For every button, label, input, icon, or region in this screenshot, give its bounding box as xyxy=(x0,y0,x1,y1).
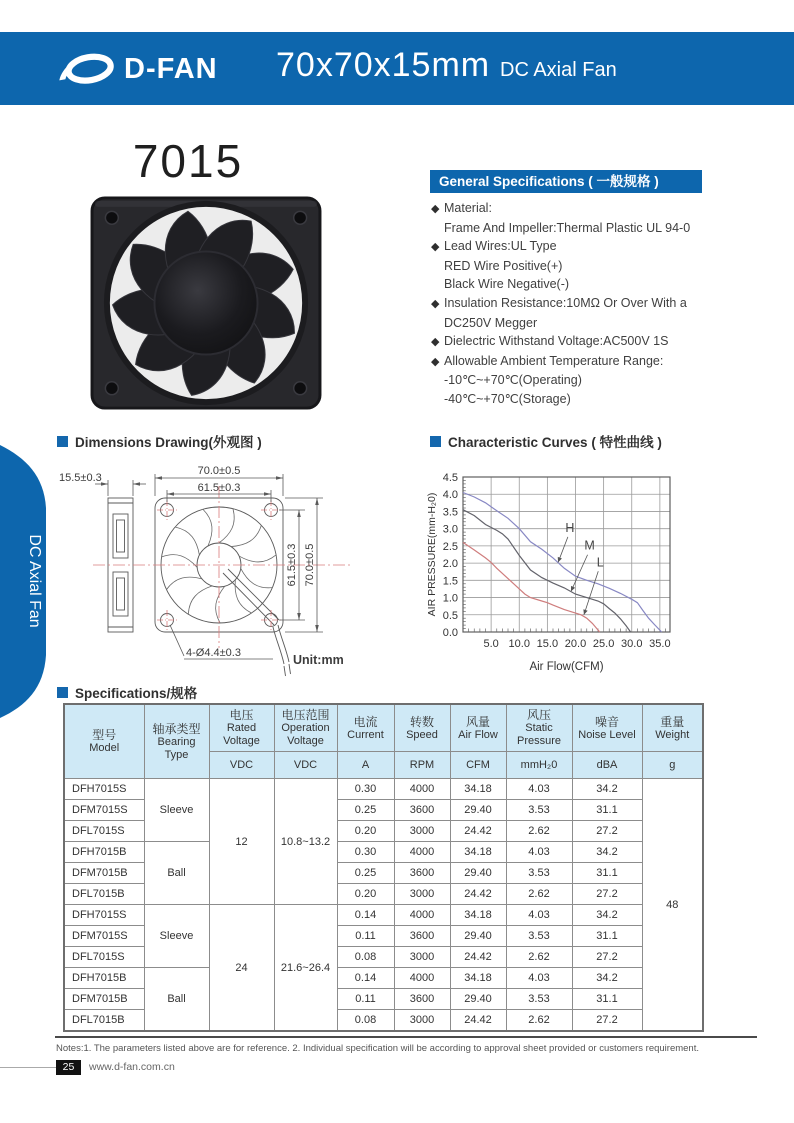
svg-text:20.0: 20.0 xyxy=(564,638,587,650)
section-bullet-icon xyxy=(57,436,68,447)
website-link: www.d-fan.com.cn xyxy=(89,1061,175,1073)
svg-text:3.5: 3.5 xyxy=(442,506,458,519)
svg-text:2.0: 2.0 xyxy=(442,558,458,571)
table-row: DFL7015S 0.08 3000 24.42 2.62 27.2 xyxy=(64,947,703,968)
table-row: DFM7015S 0.25 3600 29.40 3.53 31.1 xyxy=(64,800,703,821)
svg-text:0.0: 0.0 xyxy=(442,627,458,639)
spec-line: -10℃~+70℃(Operating) xyxy=(444,373,582,388)
general-specs-list xyxy=(431,199,761,409)
svg-text:1.5: 1.5 xyxy=(442,575,458,588)
table-row: DFH7015B Ball 0.14 4000 34.18 4.03 34.2 xyxy=(64,968,703,989)
svg-text:5.0: 5.0 xyxy=(483,638,499,650)
spec-line: ◆ Insulation Resistance:10MΩ Or Over With a xyxy=(431,294,761,314)
side-tab-label: DC Axial Fan xyxy=(26,534,43,628)
svg-text:H: H xyxy=(565,520,575,535)
svg-text:30.0: 30.0 xyxy=(621,638,643,650)
spec-line: DC250V Megger xyxy=(444,315,538,330)
dim-depth: 15.5±0.3 xyxy=(59,472,102,484)
spec-line: -40℃~+70℃(Storage) xyxy=(444,391,571,406)
dim-pitch-v: 61.5±0.3 xyxy=(286,543,298,587)
svg-text:L: L xyxy=(596,555,604,570)
product-photo xyxy=(82,192,330,414)
page-number-line xyxy=(0,1067,56,1068)
svg-text:1.0: 1.0 xyxy=(442,592,458,605)
svg-text:4.5: 4.5 xyxy=(442,472,458,484)
characteristic-curves-chart xyxy=(420,452,720,674)
unit-rated-voltage: VDC xyxy=(209,752,274,779)
rated-voltage-group: 24 xyxy=(209,905,274,1032)
dim-pitch: 61.5±0.3 xyxy=(197,482,241,494)
svg-text:2.5: 2.5 xyxy=(442,540,458,553)
operation-voltage-group: 10.8~13.2 xyxy=(274,779,337,905)
spec-line: ◆ Allowable Ambient Temperature Range: xyxy=(431,352,761,372)
bearing-group: Ball xyxy=(144,968,209,1032)
unit-airflow: CFM xyxy=(450,752,506,779)
unit-speed: RPM xyxy=(394,752,450,779)
spec-line: ◆ Lead Wires:UL Type xyxy=(431,237,761,257)
table-row: DFH7015S Sleeve 24 21.6~26.4 0.14 4000 34.18 4.03 34.2 xyxy=(64,905,703,926)
header-banner xyxy=(0,32,794,105)
table-row: DFM7015S 0.11 3600 29.40 3.53 31.1 xyxy=(64,926,703,947)
spec-table xyxy=(63,703,704,1032)
page-title-type: DC Axial Fan xyxy=(500,59,617,81)
spec-line: ◆ Material: xyxy=(431,199,761,219)
svg-text:4.0: 4.0 xyxy=(442,489,458,502)
page-number-badge: 25 xyxy=(56,1060,81,1075)
col-header-current: 电流 Current xyxy=(337,704,394,752)
operation-voltage-group: 21.6~26.4 xyxy=(274,905,337,1032)
bearing-group: Sleeve xyxy=(144,905,209,968)
col-header-model: 型号 Model xyxy=(64,704,144,779)
logo-swoosh-icon xyxy=(56,47,118,91)
dim-width: 70.0±0.5 xyxy=(197,465,241,477)
dim-height: 70.0±0.5 xyxy=(304,543,316,587)
rated-voltage-group: 12 xyxy=(209,779,274,905)
footer-notes: Notes:1. The parameters listed above are for reference. 2. Individual specification will be according to approval sheet provided or customers requirement. xyxy=(56,1043,699,1054)
unit-noise: dBA xyxy=(572,752,642,779)
section-bullet-icon xyxy=(430,436,441,447)
specs-section-title: Specifications/规格 xyxy=(57,682,197,702)
svg-text:15.0: 15.0 xyxy=(536,638,559,650)
dim-unit: Unit:mm xyxy=(293,653,344,667)
col-header-rated-voltage: 电压 Rated Voltage xyxy=(209,704,274,752)
svg-text:0.5: 0.5 xyxy=(442,609,458,622)
table-row: DFH7015B Ball 0.30 4000 34.18 4.03 34.2 xyxy=(64,842,703,863)
weight-group: 48 xyxy=(642,779,703,1032)
table-row: DFM7015B 0.11 3600 29.40 3.53 31.1 xyxy=(64,989,703,1010)
unit-pressure: mmH₂0 xyxy=(506,752,572,779)
spec-line: Frame And Impeller:Thermal Plastic UL 94-0 xyxy=(444,220,691,235)
col-header-bearing: 轴承类型 Bearing Type xyxy=(144,704,209,779)
dimensions-section-title: Dimensions Drawing(外观图 ) xyxy=(57,431,262,451)
spec-line: RED Wire Positive(+) xyxy=(444,258,563,273)
general-specs-header: General Specifications ( 一般规格 ) xyxy=(430,170,702,193)
diamond-bullet-icon: ◆ xyxy=(431,297,440,310)
logo-text: D-FAN xyxy=(124,52,218,85)
diamond-bullet-icon: ◆ xyxy=(431,203,440,215)
side-tab xyxy=(0,440,50,725)
svg-text:25.0: 25.0 xyxy=(592,638,615,650)
col-header-pressure: 风压 Static Pressure xyxy=(506,704,572,752)
diamond-bullet-icon: ◆ xyxy=(431,336,440,349)
svg-text:10.0: 10.0 xyxy=(508,638,530,650)
bearing-group: Sleeve xyxy=(144,779,209,842)
col-header-speed: 转数 Speed xyxy=(394,704,450,752)
col-header-airflow: 风量 Air Flow xyxy=(450,704,506,752)
table-row: DFM7015B 0.25 3600 29.40 3.53 31.1 xyxy=(64,863,703,884)
unit-operation-voltage: VDC xyxy=(274,752,337,779)
table-row: DFH7015S Sleeve 12 10.8~13.2 0.30 4000 34.18 4.03 34.2 48 xyxy=(64,779,703,800)
svg-text:M: M xyxy=(584,538,595,553)
bearing-group: Ball xyxy=(144,842,209,905)
col-header-weight: 重量 Weight xyxy=(642,704,703,752)
brand-logo xyxy=(56,44,266,94)
svg-text:35.0: 35.0 xyxy=(649,638,671,650)
dimensions-drawing xyxy=(45,450,415,690)
page-title-size: 70x70x15mm xyxy=(276,46,491,84)
unit-weight: g xyxy=(642,752,703,779)
table-row: DFL7015B 0.20 3000 24.42 2.62 27.2 xyxy=(64,884,703,905)
col-header-noise: 噪音 Noise Level xyxy=(572,704,642,752)
diamond-bullet-icon: ◆ xyxy=(431,355,440,368)
svg-text:AIR PRESSURE(mm-H₂0): AIR PRESSURE(mm-H₂0) xyxy=(426,492,438,617)
spec-line: Black Wire Negative(-) xyxy=(444,277,570,292)
curves-section-title: Characteristic Curves ( 特性曲线 ) xyxy=(430,431,662,451)
col-header-operation-voltage: 电压范围 Operation Voltage xyxy=(274,704,337,752)
product-model-title: 7015 xyxy=(132,135,244,187)
svg-text:Air Flow(CFM): Air Flow(CFM) xyxy=(529,661,604,673)
svg-text:3.0: 3.0 xyxy=(442,523,458,536)
table-row: DFL7015B 0.08 3000 24.42 2.62 27.2 xyxy=(64,1010,703,1032)
dim-holes: 4-Ø4.4±0.3 xyxy=(186,647,241,659)
diamond-bullet-icon: ◆ xyxy=(431,241,440,254)
table-row: DFL7015S 0.20 3000 24.42 2.62 27.2 xyxy=(64,821,703,842)
unit-current: A xyxy=(337,752,394,779)
spec-line: ◆ Dielectric Withstand Voltage:AC500V 1S xyxy=(431,332,761,352)
footer-divider xyxy=(55,1036,757,1038)
